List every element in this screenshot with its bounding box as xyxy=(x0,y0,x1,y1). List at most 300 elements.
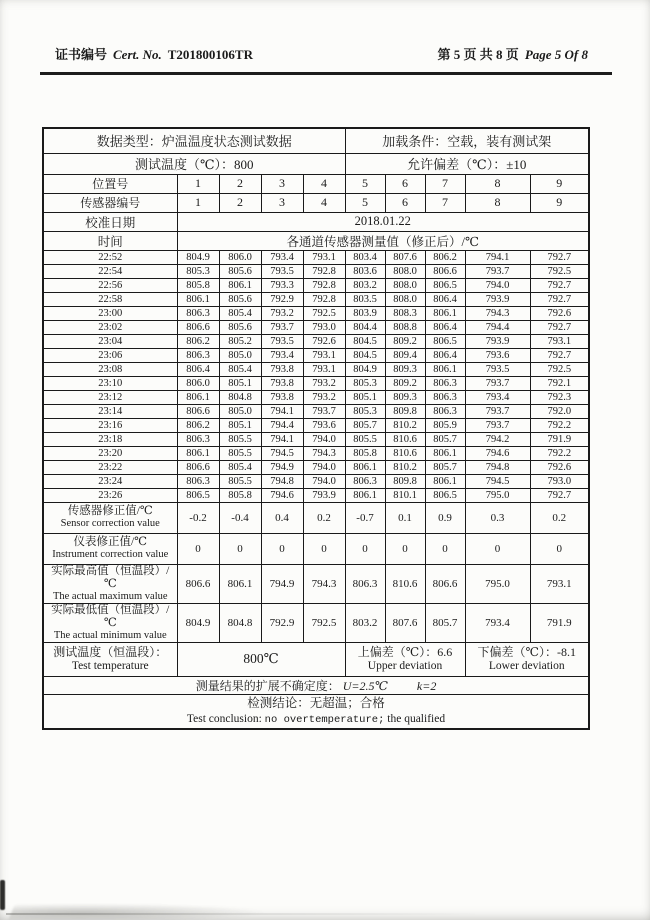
reading-value: 794.3 xyxy=(465,306,530,320)
reading-value: 804.5 xyxy=(345,348,385,362)
reading-value: 805.1 xyxy=(219,418,261,432)
reading-value: 794.0 xyxy=(303,460,345,474)
reading-time: 23:06 xyxy=(43,348,177,362)
reading-value: 793.5 xyxy=(261,334,303,348)
reading-value: 792.7 xyxy=(530,250,589,264)
reading-value: 806.4 xyxy=(425,292,465,306)
reading-value: 809.2 xyxy=(385,334,425,348)
upper-deviation-cn: 上偏差（℃）：6.6 xyxy=(357,645,453,659)
reading-value: 809.3 xyxy=(385,390,425,404)
reading-row xyxy=(43,264,589,278)
readings-body xyxy=(43,250,589,502)
calibration-date-row xyxy=(43,212,589,231)
reading-value: 805.6 xyxy=(219,292,261,306)
reading-value: 794.9 xyxy=(261,460,303,474)
conclusion-cn: 检测结论：无超温；合格 xyxy=(247,695,385,710)
position-number-cell: 7 xyxy=(425,174,465,193)
reading-value: 792.5 xyxy=(530,362,589,376)
reading-value: 792.5 xyxy=(530,264,589,278)
reading-value: 805.1 xyxy=(219,376,261,390)
position-number-cell: 5 xyxy=(345,174,385,193)
reading-value: 806.3 xyxy=(425,404,465,418)
reading-value: 808.0 xyxy=(385,264,425,278)
sensor-number-cell: 4 xyxy=(303,193,345,212)
reading-value: 793.2 xyxy=(303,390,345,404)
reading-row xyxy=(43,488,589,502)
reading-value: 794.4 xyxy=(261,418,303,432)
reading-value: 792.0 xyxy=(530,404,589,418)
test-temperature-row xyxy=(43,153,589,174)
reading-value: 806.1 xyxy=(345,488,385,502)
actual-maximum-label-cn: 实际最高值（恒温段）/℃ xyxy=(51,564,170,590)
reading-time: 23:20 xyxy=(43,446,177,460)
actual-minimum-value: 793.4 xyxy=(465,603,530,642)
reading-value: 805.5 xyxy=(219,446,261,460)
reading-value: 807.6 xyxy=(385,250,425,264)
sensor-correction-value: -0.7 xyxy=(345,502,385,533)
reading-value: 810.6 xyxy=(385,432,425,446)
scan-edge-mark xyxy=(0,880,5,910)
time-header-row xyxy=(43,231,589,250)
cert-label-en: Cert. No. xyxy=(113,47,162,62)
conclusion-en xyxy=(45,712,587,728)
reading-time: 23:04 xyxy=(43,334,177,348)
reading-value: 805.9 xyxy=(425,418,465,432)
sensor-correction-value: 0.4 xyxy=(261,502,303,533)
reading-value: 805.7 xyxy=(345,418,385,432)
sensor-number-cell: 9 xyxy=(530,193,589,212)
conclusion-en-result: no overtemperature; xyxy=(264,713,385,726)
reading-value: 806.4 xyxy=(425,348,465,362)
actual-maximum-value: 806.6 xyxy=(177,564,219,603)
reading-value: 792.8 xyxy=(303,292,345,306)
reading-value: 793.4 xyxy=(261,348,303,362)
position-label: 位置号 xyxy=(43,174,177,193)
calibration-data-table xyxy=(42,127,590,730)
reading-value: 793.9 xyxy=(303,488,345,502)
reading-value: 794.6 xyxy=(261,488,303,502)
reading-value: 793.6 xyxy=(465,348,530,362)
upper-deviation-cell xyxy=(345,642,465,676)
reading-value: 793.1 xyxy=(303,250,345,264)
instrument-correction-value: 0 xyxy=(385,533,425,564)
sensor-correction-row xyxy=(43,502,589,533)
conclusion-en-prefix: Test conclusion: xyxy=(186,712,262,725)
reading-row xyxy=(43,348,589,362)
reading-value: 794.5 xyxy=(465,474,530,488)
reading-value: 793.5 xyxy=(465,362,530,376)
reading-value: 806.2 xyxy=(177,334,219,348)
reading-value: 793.7 xyxy=(465,264,530,278)
sensor-correction-value: -0.2 xyxy=(177,502,219,533)
actual-maximum-value: 806.3 xyxy=(345,564,385,603)
reading-value: 794.0 xyxy=(303,474,345,488)
reading-time: 23:26 xyxy=(43,488,177,502)
reading-value: 793.4 xyxy=(465,390,530,404)
instrument-correction-value: 0 xyxy=(345,533,385,564)
reading-value: 793.7 xyxy=(303,404,345,418)
reading-value: 806.1 xyxy=(177,390,219,404)
actual-maximum-label xyxy=(43,564,177,603)
reading-value: 806.1 xyxy=(177,446,219,460)
sensor-number-row xyxy=(43,193,589,212)
reading-value: 809.8 xyxy=(385,404,425,418)
actual-maximum-value: 794.9 xyxy=(261,564,303,603)
reading-row xyxy=(43,474,589,488)
reading-value: 794.3 xyxy=(303,446,345,460)
instrument-correction-label-cn: 仪表修正值/℃ xyxy=(73,536,148,548)
reading-row xyxy=(43,334,589,348)
reading-value: 792.6 xyxy=(530,306,589,320)
reading-row xyxy=(43,278,589,292)
reading-value: 806.3 xyxy=(345,474,385,488)
reading-value: 806.1 xyxy=(425,362,465,376)
position-number-cell: 3 xyxy=(261,174,303,193)
sensor-number-cell: 7 xyxy=(425,193,465,212)
reading-value: 806.3 xyxy=(177,474,219,488)
scan-smudge xyxy=(8,902,295,920)
actual-minimum-value: 792.9 xyxy=(261,603,303,642)
reading-time: 23:00 xyxy=(43,306,177,320)
page-number-cn: 第 5 页 共 8 页 xyxy=(437,47,519,62)
reading-value: 792.8 xyxy=(303,278,345,292)
reading-value: 793.8 xyxy=(261,362,303,376)
reading-value: 805.0 xyxy=(219,348,261,362)
reading-time: 22:54 xyxy=(43,264,177,278)
instrument-correction-value: 0 xyxy=(425,533,465,564)
uncertainty-cell xyxy=(43,676,589,694)
reading-value: 806.6 xyxy=(177,320,219,334)
reading-value: 806.1 xyxy=(425,474,465,488)
reading-value: 793.3 xyxy=(261,278,303,292)
reading-value: 806.3 xyxy=(425,376,465,390)
reading-value: 793.5 xyxy=(261,264,303,278)
reading-value: 806.1 xyxy=(425,306,465,320)
reading-time: 23:10 xyxy=(43,376,177,390)
reading-value: 793.6 xyxy=(303,418,345,432)
actual-minimum-value: 792.5 xyxy=(303,603,345,642)
data-type-row xyxy=(43,128,589,153)
reading-time: 23:08 xyxy=(43,362,177,376)
reading-value: 806.1 xyxy=(425,446,465,460)
upper-deviation-en: Upper deviation xyxy=(367,660,443,672)
sensor-correction-label-en: Sensor correction value xyxy=(60,518,160,529)
reading-value: 793.9 xyxy=(465,292,530,306)
reading-row xyxy=(43,376,589,390)
instrument-correction-value: 0 xyxy=(261,533,303,564)
reading-value: 806.1 xyxy=(219,278,261,292)
actual-maximum-label-en: The actual maximum value xyxy=(52,590,168,602)
reading-value: 792.7 xyxy=(530,488,589,502)
reading-value: 805.4 xyxy=(219,460,261,474)
time-label: 时间 xyxy=(43,231,177,250)
reading-value: 793.0 xyxy=(303,320,345,334)
header-divider-rule xyxy=(40,72,612,75)
lower-deviation-cell xyxy=(465,642,589,676)
reading-time: 23:16 xyxy=(43,418,177,432)
test-temperature-summary-label-en: Test temperature xyxy=(71,660,149,672)
sensor-label: 传感器编号 xyxy=(43,193,177,212)
sensor-correction-value: 0.2 xyxy=(303,502,345,533)
deviation-summary-row xyxy=(43,642,589,676)
reading-value: 803.6 xyxy=(345,264,385,278)
reading-value: 806.3 xyxy=(177,348,219,362)
calibration-date-value: 2018.01.22 xyxy=(177,212,589,231)
reading-value: 810.2 xyxy=(385,460,425,474)
load-condition-cell: 加载条件：空载，装有测试架 xyxy=(345,128,589,153)
reading-value: 806.6 xyxy=(177,404,219,418)
reading-row xyxy=(43,362,589,376)
position-number-cell: 1 xyxy=(177,174,219,193)
instrument-correction-label-en: Instrument correction value xyxy=(52,549,169,560)
reading-value: 791.9 xyxy=(530,432,589,446)
calibration-date-label: 校准日期 xyxy=(43,212,177,231)
reading-time: 22:56 xyxy=(43,278,177,292)
reading-value: 805.5 xyxy=(219,474,261,488)
reading-value: 792.7 xyxy=(530,292,589,306)
sensor-number-cell: 8 xyxy=(465,193,530,212)
reading-row xyxy=(43,250,589,264)
reading-value: 795.0 xyxy=(465,488,530,502)
reading-value: 794.0 xyxy=(465,278,530,292)
page-number-block xyxy=(438,44,588,63)
reading-value: 809.8 xyxy=(385,474,425,488)
reading-time: 23:14 xyxy=(43,404,177,418)
actual-minimum-value: 804.9 xyxy=(177,603,219,642)
reading-value: 792.2 xyxy=(530,418,589,432)
reading-row xyxy=(43,292,589,306)
actual-minimum-value: 807.6 xyxy=(385,603,425,642)
reading-row xyxy=(43,390,589,404)
reading-value: 803.4 xyxy=(345,250,385,264)
page-header xyxy=(55,44,588,63)
reading-row xyxy=(43,432,589,446)
reading-row xyxy=(43,404,589,418)
reading-value: 794.1 xyxy=(261,432,303,446)
reading-value: 805.4 xyxy=(219,306,261,320)
actual-minimum-value: 804.8 xyxy=(219,603,261,642)
reading-value: 805.7 xyxy=(425,432,465,446)
position-number-row xyxy=(43,174,589,193)
reading-value: 805.0 xyxy=(219,404,261,418)
reading-value: 809.4 xyxy=(385,348,425,362)
actual-minimum-label-cn: 实际最低值（恒温段）/℃ xyxy=(51,603,170,629)
reading-value: 793.1 xyxy=(303,348,345,362)
reading-value: 793.0 xyxy=(530,474,589,488)
actual-maximum-value: 806.6 xyxy=(425,564,465,603)
position-number-cell: 9 xyxy=(530,174,589,193)
reading-time: 23:12 xyxy=(43,390,177,404)
reading-value: 805.1 xyxy=(345,390,385,404)
lower-deviation-en: Lower deviation xyxy=(488,660,565,672)
instrument-correction-value: 0 xyxy=(465,533,530,564)
actual-maximum-value: 793.1 xyxy=(530,564,589,603)
conclusion-row xyxy=(43,694,589,729)
reading-value: 806.6 xyxy=(425,264,465,278)
reading-value: 810.1 xyxy=(385,488,425,502)
conclusion-cell xyxy=(43,694,589,729)
reading-value: 806.5 xyxy=(425,488,465,502)
instrument-correction-label xyxy=(43,533,177,564)
reading-value: 793.7 xyxy=(465,376,530,390)
position-number-cell: 6 xyxy=(385,174,425,193)
uncertainty-k-value: k=2 xyxy=(416,678,437,693)
actual-minimum-label xyxy=(43,603,177,642)
reading-time: 23:24 xyxy=(43,474,177,488)
reading-value: 808.0 xyxy=(385,278,425,292)
reading-value: 806.4 xyxy=(177,362,219,376)
reading-value: 794.4 xyxy=(465,320,530,334)
reading-time: 23:22 xyxy=(43,460,177,474)
reading-value: 804.4 xyxy=(345,320,385,334)
cert-number: T201800106TR xyxy=(167,47,253,62)
reading-value: 806.3 xyxy=(425,390,465,404)
reading-value: 793.9 xyxy=(465,334,530,348)
position-number-cell: 4 xyxy=(303,174,345,193)
reading-value: 792.7 xyxy=(530,278,589,292)
reading-value: 809.3 xyxy=(385,362,425,376)
actual-maximum-row xyxy=(43,564,589,603)
reading-value: 792.9 xyxy=(261,292,303,306)
reading-value: 792.1 xyxy=(530,376,589,390)
position-number-cell: 2 xyxy=(219,174,261,193)
reading-value: 806.0 xyxy=(177,376,219,390)
reading-value: 806.4 xyxy=(425,320,465,334)
reading-value: 805.8 xyxy=(219,488,261,502)
actual-maximum-value: 794.3 xyxy=(303,564,345,603)
sensor-correction-value: -0.4 xyxy=(219,502,261,533)
cert-label-cn: 证书编号 xyxy=(55,47,108,62)
sensor-number-cell: 6 xyxy=(385,193,425,212)
reading-value: 810.6 xyxy=(385,446,425,460)
scan-bottom-streak xyxy=(6,913,562,915)
reading-value: 792.3 xyxy=(530,390,589,404)
reading-time: 23:18 xyxy=(43,432,177,446)
sensor-number-cell: 1 xyxy=(177,193,219,212)
reading-value: 793.2 xyxy=(261,306,303,320)
uncertainty-label: 测量结果的扩展不确定度： xyxy=(195,678,340,693)
reading-value: 794.8 xyxy=(465,460,530,474)
reading-value: 810.2 xyxy=(385,418,425,432)
lower-deviation-cn: 下偏差（℃）：-8.1 xyxy=(477,645,576,659)
sensor-correction-value: 0.2 xyxy=(530,502,589,533)
reading-value: 794.2 xyxy=(465,432,530,446)
reading-value: 806.5 xyxy=(177,488,219,502)
conclusion-en-suffix: the qualified xyxy=(387,712,446,725)
reading-value: 793.4 xyxy=(261,250,303,264)
reading-value: 805.8 xyxy=(177,278,219,292)
reading-value: 804.5 xyxy=(345,334,385,348)
test-temperature-summary-value: 800℃ xyxy=(177,642,345,676)
reading-value: 805.3 xyxy=(345,376,385,390)
reading-time: 22:58 xyxy=(43,292,177,306)
instrument-correction-value: 0 xyxy=(530,533,589,564)
sensor-correction-label-cn: 传感器修正值/℃ xyxy=(67,505,153,517)
reading-value: 806.2 xyxy=(425,250,465,264)
reading-value: 806.0 xyxy=(219,250,261,264)
reading-value: 806.5 xyxy=(425,334,465,348)
reading-value: 794.1 xyxy=(261,404,303,418)
reading-value: 793.7 xyxy=(465,418,530,432)
reading-value: 805.6 xyxy=(219,320,261,334)
reading-value: 808.0 xyxy=(385,292,425,306)
reading-value: 804.9 xyxy=(177,250,219,264)
reading-time: 23:02 xyxy=(43,320,177,334)
reading-value: 805.4 xyxy=(219,362,261,376)
reading-row xyxy=(43,320,589,334)
actual-minimum-row xyxy=(43,603,589,642)
reading-value: 794.0 xyxy=(303,432,345,446)
reading-value: 792.8 xyxy=(303,264,345,278)
reading-row xyxy=(43,460,589,474)
reading-value: 805.7 xyxy=(425,460,465,474)
reading-time: 22:52 xyxy=(43,250,177,264)
reading-value: 805.5 xyxy=(345,432,385,446)
reading-value: 806.1 xyxy=(177,292,219,306)
reading-value: 805.2 xyxy=(219,334,261,348)
data-type-cell: 数据类型：炉温温度状态测试数据 xyxy=(43,128,345,153)
sensor-number-cell: 5 xyxy=(345,193,385,212)
reading-value: 794.6 xyxy=(465,446,530,460)
reading-value: 793.8 xyxy=(261,376,303,390)
reading-value: 803.2 xyxy=(345,278,385,292)
reading-value: 793.1 xyxy=(530,334,589,348)
sensor-correction-value: 0.1 xyxy=(385,502,425,533)
reading-value: 808.3 xyxy=(385,306,425,320)
reading-value: 794.5 xyxy=(261,446,303,460)
sensor-correction-value: 0.9 xyxy=(425,502,465,533)
actual-minimum-value: 803.2 xyxy=(345,603,385,642)
actual-maximum-value: 795.0 xyxy=(465,564,530,603)
reading-value: 806.2 xyxy=(177,418,219,432)
actual-maximum-value: 806.1 xyxy=(219,564,261,603)
channel-measurement-header: 各通道传感器测量值（修正后）/℃ xyxy=(177,231,589,250)
reading-value: 808.8 xyxy=(385,320,425,334)
reading-value: 804.8 xyxy=(219,390,261,404)
actual-minimum-value: 805.7 xyxy=(425,603,465,642)
reading-value: 806.3 xyxy=(177,306,219,320)
reading-value: 793.8 xyxy=(261,390,303,404)
actual-minimum-value: 791.9 xyxy=(530,603,589,642)
reading-value: 806.1 xyxy=(345,460,385,474)
reading-value: 803.9 xyxy=(345,306,385,320)
reading-value: 792.6 xyxy=(303,334,345,348)
instrument-correction-row xyxy=(43,533,589,564)
page-number-en: Page 5 Of 8 xyxy=(524,47,588,62)
instrument-correction-value: 0 xyxy=(219,533,261,564)
reading-value: 805.3 xyxy=(177,264,219,278)
reading-value: 793.7 xyxy=(465,404,530,418)
instrument-correction-value: 0 xyxy=(303,533,345,564)
reading-value: 809.2 xyxy=(385,376,425,390)
reading-row xyxy=(43,306,589,320)
uncertainty-row xyxy=(43,676,589,694)
reading-value: 803.5 xyxy=(345,292,385,306)
reading-value: 805.8 xyxy=(345,446,385,460)
test-temperature-summary-label-cn: 测试温度（恒温段）： xyxy=(53,645,168,659)
reading-value: 793.2 xyxy=(303,376,345,390)
reading-value: 794.8 xyxy=(261,474,303,488)
reading-value: 792.5 xyxy=(303,306,345,320)
actual-minimum-label-en: The actual minimum value xyxy=(53,629,167,641)
reading-value: 792.7 xyxy=(530,320,589,334)
reading-value: 806.6 xyxy=(177,460,219,474)
allowed-deviation-cell: 允许偏差（℃）：±10 xyxy=(345,153,589,174)
test-temperature-summary-label xyxy=(43,642,177,676)
reading-value: 794.1 xyxy=(465,250,530,264)
reading-value: 804.9 xyxy=(345,362,385,376)
reading-value: 792.2 xyxy=(530,446,589,460)
